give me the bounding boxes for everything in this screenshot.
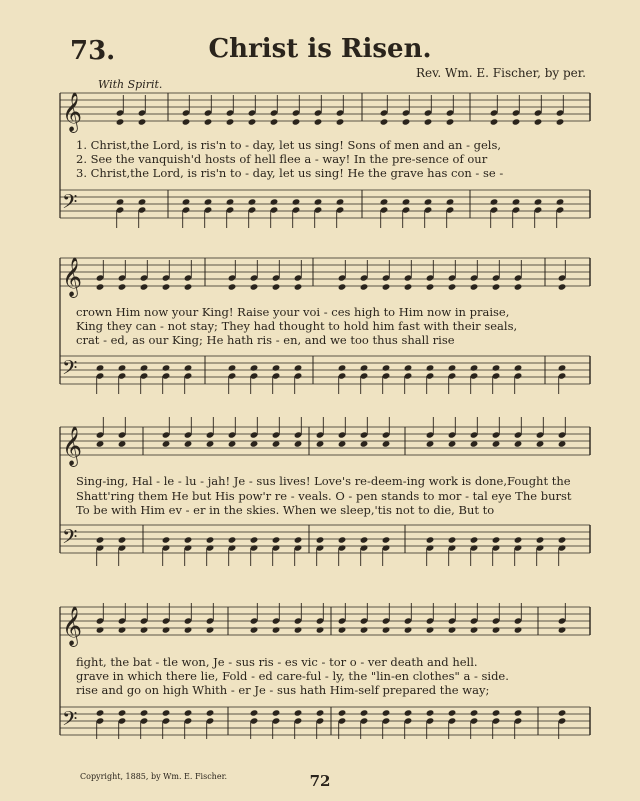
note-head xyxy=(404,364,413,371)
note-head xyxy=(514,440,523,447)
note-head xyxy=(448,626,457,633)
tempo-marking: With Spirit. xyxy=(98,78,163,91)
lyric-line: King they can - not stay; They had thought to hold him fast with their seals, xyxy=(76,319,518,333)
note-head xyxy=(140,626,149,633)
clef-symbol: 𝄞 xyxy=(62,606,83,646)
note-head xyxy=(184,364,193,371)
note-head xyxy=(492,283,501,290)
lyric-line: 1. Christ,the Lord, is ris'n to - day, let us sing! Sons of men and an - gels, xyxy=(76,138,502,152)
note-head xyxy=(96,626,105,633)
note-head xyxy=(294,709,303,716)
note-head xyxy=(536,440,545,447)
lyric-line: 3. Christ,the Lord, is ris'n to - day, let us sing! He the grave has con - se - xyxy=(76,166,504,180)
note-head xyxy=(360,283,369,290)
note-head xyxy=(206,709,215,716)
note-head xyxy=(360,709,369,716)
note-head xyxy=(272,626,281,633)
note-head xyxy=(316,536,325,543)
note-head xyxy=(424,118,433,125)
note-head xyxy=(360,440,369,447)
note-head xyxy=(512,198,521,205)
clef-symbol: 𝄞 xyxy=(62,426,83,466)
note-head xyxy=(226,198,235,205)
note-head xyxy=(382,283,391,290)
note-head xyxy=(426,440,435,447)
note-head xyxy=(424,198,433,205)
note-head xyxy=(338,709,347,716)
note-head xyxy=(360,364,369,371)
note-head xyxy=(294,364,303,371)
note-head xyxy=(448,364,457,371)
note-head xyxy=(314,198,323,205)
note-head xyxy=(250,626,259,633)
note-head xyxy=(448,709,457,716)
note-head xyxy=(118,709,127,716)
note-head xyxy=(316,626,325,633)
note-head xyxy=(382,626,391,633)
lyric-line: grave in which there lie, Fold - ed care-ful - ly, the "lin-en clothes" a - side. xyxy=(76,669,509,683)
note-head xyxy=(380,118,389,125)
note-head xyxy=(294,283,303,290)
hymn-title: Christ is Risen. xyxy=(208,34,432,64)
note-head xyxy=(426,536,435,543)
note-head xyxy=(492,440,501,447)
note-head xyxy=(272,440,281,447)
lyric-line: To be with Him ev - er in the skies. When we sleep,'tis not to die, But to xyxy=(76,503,495,517)
lyric-line: Shatt'ring them He but His pow'r re - veals. O - pen stands to mor - tal eye The burst xyxy=(76,489,572,503)
note-head xyxy=(162,364,171,371)
note-head xyxy=(116,198,125,205)
note-head xyxy=(336,198,345,205)
note-head xyxy=(534,118,543,125)
note-head xyxy=(206,440,215,447)
note-head xyxy=(184,440,193,447)
note-head xyxy=(250,283,259,290)
note-head xyxy=(382,709,391,716)
note-head xyxy=(118,364,127,371)
note-head xyxy=(162,626,171,633)
note-head xyxy=(228,440,237,447)
note-head xyxy=(470,364,479,371)
note-head xyxy=(182,198,191,205)
lyric-line: Sing-ing, Hal - le - lu - jah! Je - sus lives! Love's re-deem-ing work is done,Fought the xyxy=(76,474,571,488)
note-head xyxy=(558,626,567,633)
note-head xyxy=(162,440,171,447)
note-head xyxy=(314,118,323,125)
note-head xyxy=(96,536,105,543)
note-head xyxy=(316,709,325,716)
note-head xyxy=(492,364,501,371)
note-head xyxy=(138,118,147,125)
note-head xyxy=(204,198,213,205)
note-head xyxy=(272,536,281,543)
note-head xyxy=(294,536,303,543)
lyric-line: rise and go on high Whith - er Je - sus hath Him-self prepared the way; xyxy=(76,683,490,697)
note-head xyxy=(558,536,567,543)
note-head xyxy=(514,626,523,633)
note-head xyxy=(96,364,105,371)
note-head xyxy=(138,198,147,205)
note-head xyxy=(184,536,193,543)
note-head xyxy=(536,536,545,543)
note-head xyxy=(426,364,435,371)
note-head xyxy=(96,440,105,447)
note-head xyxy=(118,440,127,447)
note-head xyxy=(470,440,479,447)
note-head xyxy=(514,283,523,290)
note-head xyxy=(556,198,565,205)
note-head xyxy=(404,626,413,633)
note-head xyxy=(338,283,347,290)
lyric-line: crat - ed, as our King; He hath ris - en, and we too thus shall rise xyxy=(76,333,455,347)
note-head xyxy=(404,283,413,290)
note-head xyxy=(534,198,543,205)
note-head xyxy=(558,364,567,371)
note-head xyxy=(248,118,257,125)
note-head xyxy=(292,118,301,125)
note-head xyxy=(250,709,259,716)
note-head xyxy=(294,440,303,447)
note-head xyxy=(228,283,237,290)
note-head xyxy=(182,118,191,125)
lyric-line: 2. See the vanquish'd hosts of hell flee a - way! In the pre-sence of our xyxy=(76,152,488,166)
note-head xyxy=(338,626,347,633)
note-head xyxy=(470,283,479,290)
note-head xyxy=(162,536,171,543)
clef-symbol: 𝄢 xyxy=(62,190,78,218)
clef-symbol: 𝄞 xyxy=(62,92,83,132)
note-head xyxy=(426,283,435,290)
note-head xyxy=(558,709,567,716)
note-head xyxy=(558,283,567,290)
note-head xyxy=(382,536,391,543)
clef-symbol: 𝄢 xyxy=(62,707,78,735)
note-head xyxy=(96,283,105,290)
note-head xyxy=(96,709,105,716)
note-head xyxy=(402,118,411,125)
note-head xyxy=(206,626,215,633)
clef-symbol: 𝄢 xyxy=(62,525,78,553)
note-head xyxy=(514,709,523,716)
note-head xyxy=(514,364,523,371)
note-head xyxy=(558,440,567,447)
note-head xyxy=(470,709,479,716)
note-head xyxy=(250,440,259,447)
note-head xyxy=(162,709,171,716)
note-head xyxy=(204,118,213,125)
note-head xyxy=(184,626,193,633)
note-head xyxy=(512,118,521,125)
note-head xyxy=(490,118,499,125)
note-head xyxy=(248,198,257,205)
note-head xyxy=(336,118,345,125)
note-head xyxy=(184,709,193,716)
note-head xyxy=(250,536,259,543)
note-head xyxy=(492,626,501,633)
note-head xyxy=(492,536,501,543)
note-head xyxy=(360,626,369,633)
note-head xyxy=(292,198,301,205)
note-head xyxy=(382,364,391,371)
note-head xyxy=(270,198,279,205)
note-head xyxy=(294,626,303,633)
note-head xyxy=(448,283,457,290)
copyright-notice: Copyright, 1885, by Wm. E. Fischer. xyxy=(80,772,228,781)
lyric-line: crown Him now your King! Raise your voi - ces high to Him now in praise, xyxy=(76,305,510,319)
note-head xyxy=(118,626,127,633)
note-head xyxy=(470,626,479,633)
clef-symbol: 𝄞 xyxy=(62,257,83,297)
hymn-number: 73. xyxy=(70,36,116,66)
hymn-attribution: Rev. Wm. E. Fischer, by per. xyxy=(415,66,586,80)
note-head xyxy=(338,536,347,543)
note-head xyxy=(382,440,391,447)
note-head xyxy=(316,440,325,447)
note-head xyxy=(380,198,389,205)
clef-symbol: 𝄢 xyxy=(62,356,78,384)
note-head xyxy=(446,198,455,205)
lyric-line: fight, the bat - tle won, Je - sus ris - es vic - tor o - ver death and hell. xyxy=(76,655,478,669)
note-head xyxy=(250,364,259,371)
note-head xyxy=(556,118,565,125)
note-head xyxy=(514,536,523,543)
note-head xyxy=(448,440,457,447)
note-head xyxy=(226,118,235,125)
note-head xyxy=(492,709,501,716)
note-head xyxy=(448,536,457,543)
note-head xyxy=(426,626,435,633)
note-head xyxy=(140,364,149,371)
note-head xyxy=(162,283,171,290)
note-head xyxy=(426,709,435,716)
note-head xyxy=(360,536,369,543)
note-head xyxy=(446,118,455,125)
page-number: 72 xyxy=(309,772,331,790)
note-head xyxy=(140,709,149,716)
note-head xyxy=(272,283,281,290)
note-head xyxy=(470,536,479,543)
note-head xyxy=(338,364,347,371)
note-head xyxy=(272,709,281,716)
note-head xyxy=(118,283,127,290)
note-head xyxy=(140,283,149,290)
note-head xyxy=(338,440,347,447)
note-head xyxy=(270,118,279,125)
note-head xyxy=(228,536,237,543)
note-head xyxy=(402,198,411,205)
note-head xyxy=(206,536,215,543)
note-head xyxy=(272,364,281,371)
note-head xyxy=(118,536,127,543)
note-head xyxy=(404,709,413,716)
note-head xyxy=(490,198,499,205)
note-head xyxy=(116,118,125,125)
note-head xyxy=(184,283,193,290)
note-head xyxy=(228,364,237,371)
